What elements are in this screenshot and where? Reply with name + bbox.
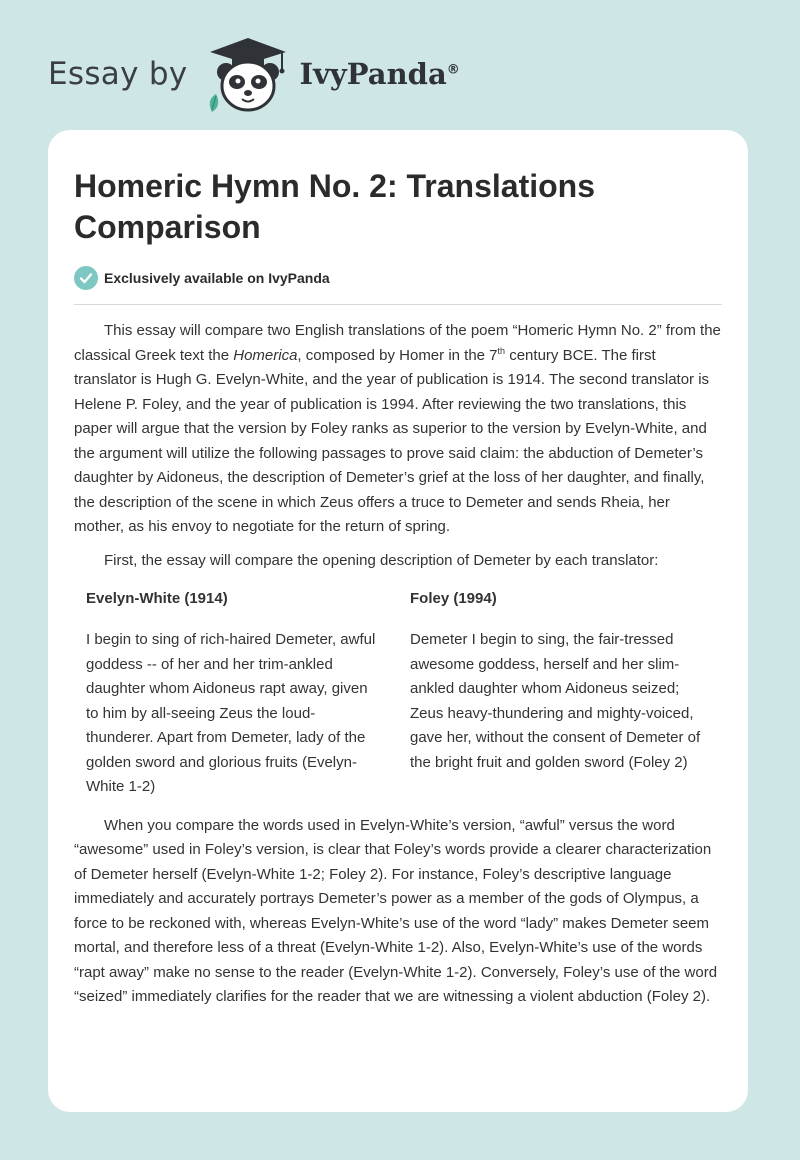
brand-name: IvyPanda® [299,57,460,91]
column-foley [398,587,722,800]
column-heading: Foley (1994) [410,590,497,607]
check-icon [74,266,98,290]
essay-card [48,130,748,1112]
paragraph-intro: This essay will compare two English translations of the poem “Homeric Hymn No. 2” from the classical Greek text the Homerica, composed by Homer in the 7th century BCE. The first translator is Hugh G. Evelyn-White, and the year of publication is 1914. The second translator is Helene P. Foley, and the year of publication is 1994. After reviewing the two translations, this paper will argue that the version by Foley ranks as superior to the version by Evelyn-White, and the argument will utilize the following passages to prove said claim: the abduction of Demeter’s daughter by Aidoneus, the description of Demeter’s grief at the loss of her daughter, and finally, the description of the scene in which Zeus offers a truce to Demeter and sends Rheia, her mother, as his envoy to negotiate for the return of spring. [74,322,721,535]
paragraph-comparison-intro: First, the essay will compare the opening description of Demeter by each translator: [104,551,659,569]
brand-header[interactable] [48,34,460,114]
paragraph-analysis: When you compare the words used in Evelyn-White’s version, “awful” versus the word “awesome” used in Foley’s version, is clear that Foley’s words provide a clearer characterization of Demeter herself (Evelyn-White 1-2; Foley 2). For instance, Foley’s descriptive language immediately and accurately portrays Demeter’s power as a member of the gods of Olympus, a force to be reckoned with, whereas Evelyn-White’s use of the word “lady” makes Demeter seem mortal, and therefore less of a threat (Evelyn-White 1-2). Also, Evelyn-White’s use of the words “rapt away” make no sense to the reader (Evelyn-White 1-2). Conversely, Foley’s use of the word “seized” immediately clarifies for the reader that we are witnessing a violent abduction (Foley 2). [74,816,718,1005]
panda-logo-icon [202,34,294,114]
column-quote: Demeter I begin to sing, the fair-tressed awesome goddess, herself and her slim-ankled daughter whom Aidoneus seized; Zeus heavy-thundering and mighty-voiced, gave her, without the consent of Demeter of the bright fruit and golden sword (Foley 2) [410,631,701,771]
column-evelyn-white [74,587,398,800]
column-quote: I begin to sing of rich-haired Demeter, awful goddess -- of her and her trim-ankled daughter whom Aidoneus rapt away, given to him by all-seeing Zeus the loud-thunderer. Apart from Demeter, lady of the golden sword and glorious fruits (Evelyn-White 1-2) [86,631,376,795]
column-heading: Evelyn-White (1914) [86,590,228,607]
divider [74,304,722,305]
translations-table [74,587,722,800]
essay-by-label: Essay by [48,56,188,92]
exclusive-badge [74,266,722,290]
exclusive-label: Exclusively available on IvyPanda [104,270,330,286]
page-title: Homeric Hymn No. 2: Translations Comparison [74,168,596,245]
